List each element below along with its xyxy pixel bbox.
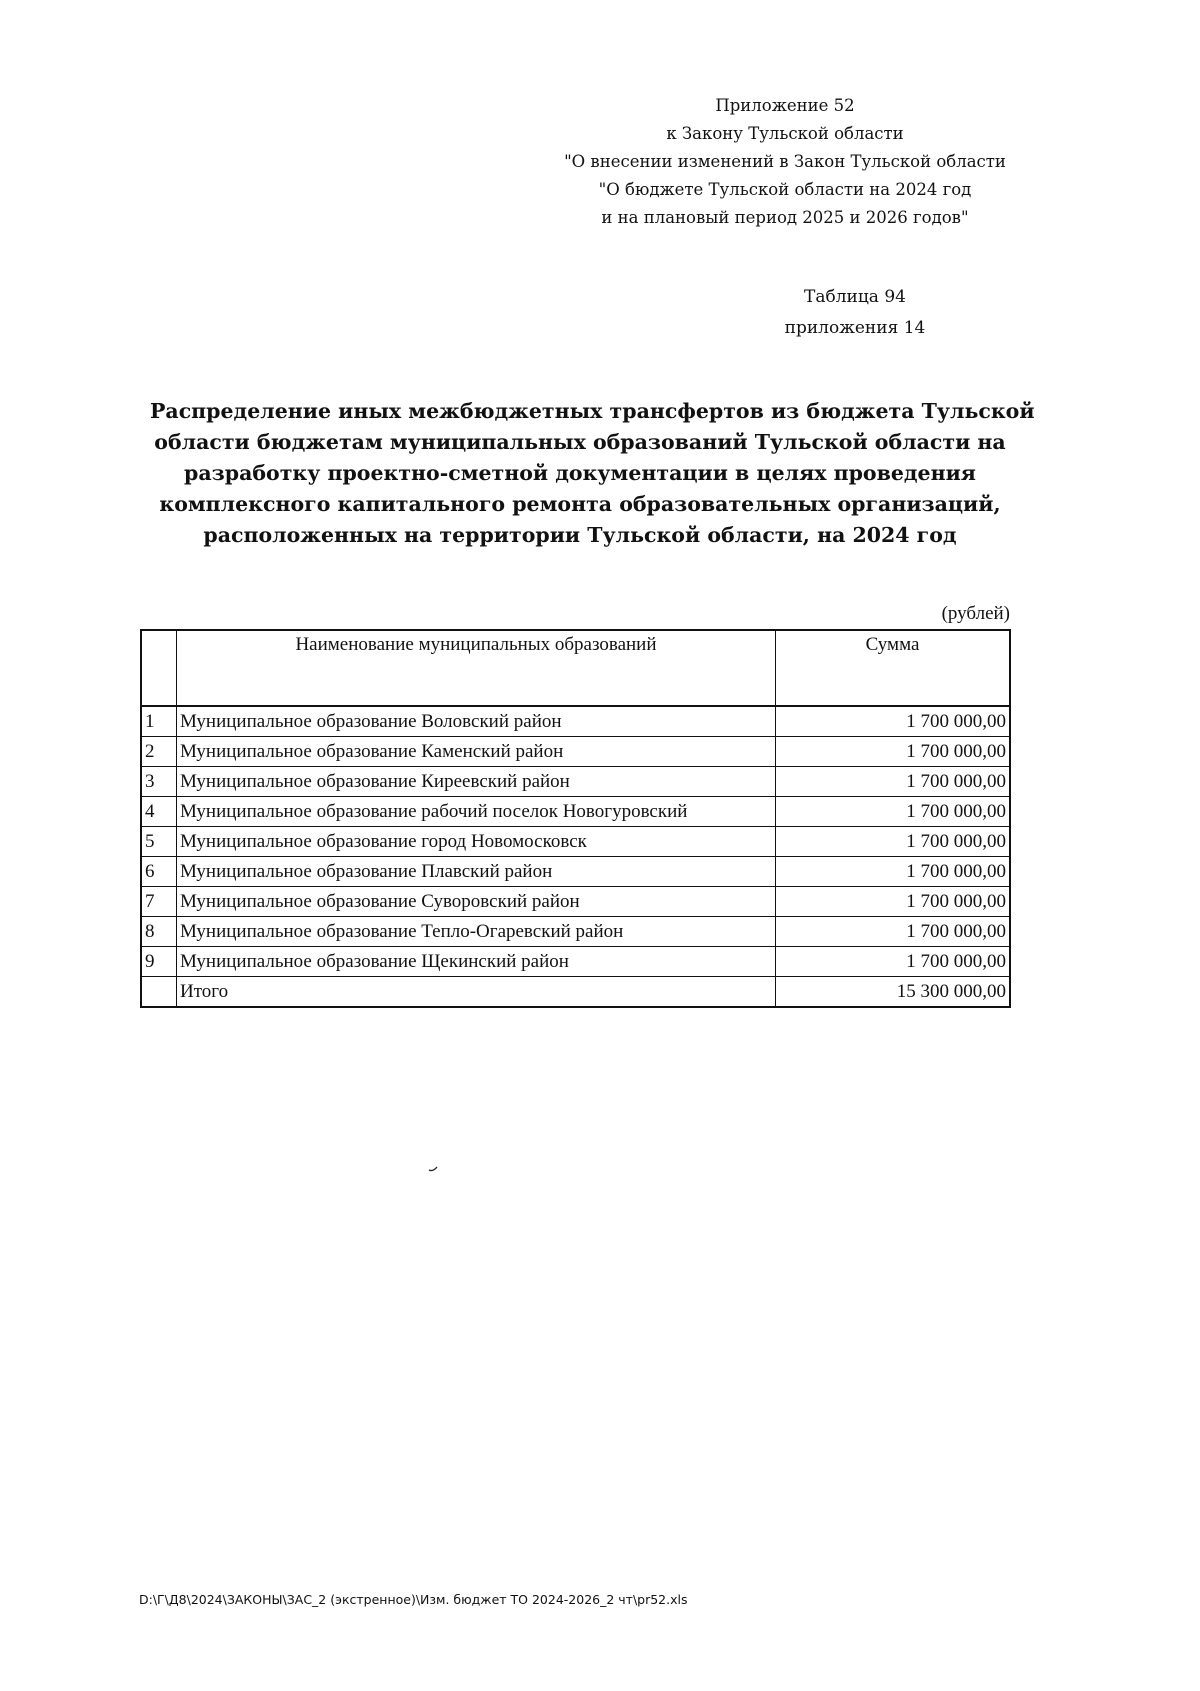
row-number: 7 (141, 887, 177, 917)
column-header-name: Наименование муниципальных образований (177, 630, 776, 706)
table-row (141, 917, 1010, 947)
row-number: 2 (141, 737, 177, 767)
row-sum: 1 700 000,00 (776, 706, 1011, 737)
document-title (150, 396, 1035, 551)
row-number: 6 (141, 857, 177, 887)
row-name: Муниципальное образование Тепло-Огаревский район (177, 917, 776, 947)
file-path-footer: D:\Г\Д8\2024\ЗАКОНЫ\ЗАС_2 (экстренное)\Изм. бюджет ТО 2024-2026_2 чт\pr52.xls (139, 1592, 688, 1607)
row-name: Муниципальное образование Киреевский район (177, 767, 776, 797)
row-name: Муниципальное образование Суворовский район (177, 887, 776, 917)
table-row (141, 887, 1010, 917)
stray-pen-mark (428, 1166, 438, 1172)
title-line: области бюджетам муниципальных образований Тульской области на (154, 430, 1006, 454)
table-reference (770, 282, 940, 344)
row-number: 1 (141, 706, 177, 737)
table-row (141, 706, 1010, 737)
table-appendix: приложения 14 (784, 318, 926, 338)
title-line: комплексного капитального ремонта образовательных организаций, (159, 492, 1001, 516)
table-header-row (141, 630, 1010, 706)
row-name: Муниципальное образование Щекинский район (177, 947, 776, 977)
total-row (141, 977, 1010, 1008)
row-name: Муниципальное образование рабочий поселок Новогуровский (177, 797, 776, 827)
units-label: (рублей) (941, 603, 1010, 624)
distribution-table (140, 629, 1011, 1008)
column-header-number (141, 630, 177, 706)
appendix-line: Приложение 52 (715, 96, 855, 115)
total-label: Итого (177, 977, 776, 1008)
table-row (141, 797, 1010, 827)
row-sum: 1 700 000,00 (776, 887, 1011, 917)
table-row (141, 947, 1010, 977)
row-sum: 1 700 000,00 (776, 737, 1011, 767)
title-line: разработку проектно-сметной документации в целях проведения (184, 461, 976, 485)
table-row (141, 767, 1010, 797)
title-line: расположенных на территории Тульской области, на 2024 год (203, 523, 957, 547)
row-number: 5 (141, 827, 177, 857)
table-row (141, 857, 1010, 887)
appendix-reference (560, 92, 1010, 232)
title-line: Распределение иных межбюджетных трансфертов из бюджета Тульской (150, 399, 1035, 423)
total-number (141, 977, 177, 1008)
row-name: Муниципальное образование Плавский район (177, 857, 776, 887)
table-row (141, 737, 1010, 767)
row-sum: 1 700 000,00 (776, 767, 1011, 797)
appendix-line: к Закону Тульской области (666, 124, 904, 143)
row-sum: 1 700 000,00 (776, 827, 1011, 857)
row-name: Муниципальное образование Каменский район (177, 737, 776, 767)
row-sum: 1 700 000,00 (776, 947, 1011, 977)
row-name: Муниципальное образование город Новомосковск (177, 827, 776, 857)
row-sum: 1 700 000,00 (776, 917, 1011, 947)
appendix-line: "О внесении изменений в Закон Тульской области (564, 152, 1006, 171)
row-sum: 1 700 000,00 (776, 857, 1011, 887)
row-number: 8 (141, 917, 177, 947)
row-name: Муниципальное образование Воловский район (177, 706, 776, 737)
table-number: Таблица 94 (804, 287, 906, 307)
table-row (141, 827, 1010, 857)
appendix-line: "О бюджете Тульской области на 2024 год (598, 180, 972, 199)
row-sum: 1 700 000,00 (776, 797, 1011, 827)
total-sum: 15 300 000,00 (776, 977, 1011, 1008)
row-number: 3 (141, 767, 177, 797)
row-number: 4 (141, 797, 177, 827)
column-header-sum: Сумма (776, 630, 1011, 706)
row-number: 9 (141, 947, 177, 977)
appendix-line: и на плановый период 2025 и 2026 годов" (601, 208, 969, 227)
